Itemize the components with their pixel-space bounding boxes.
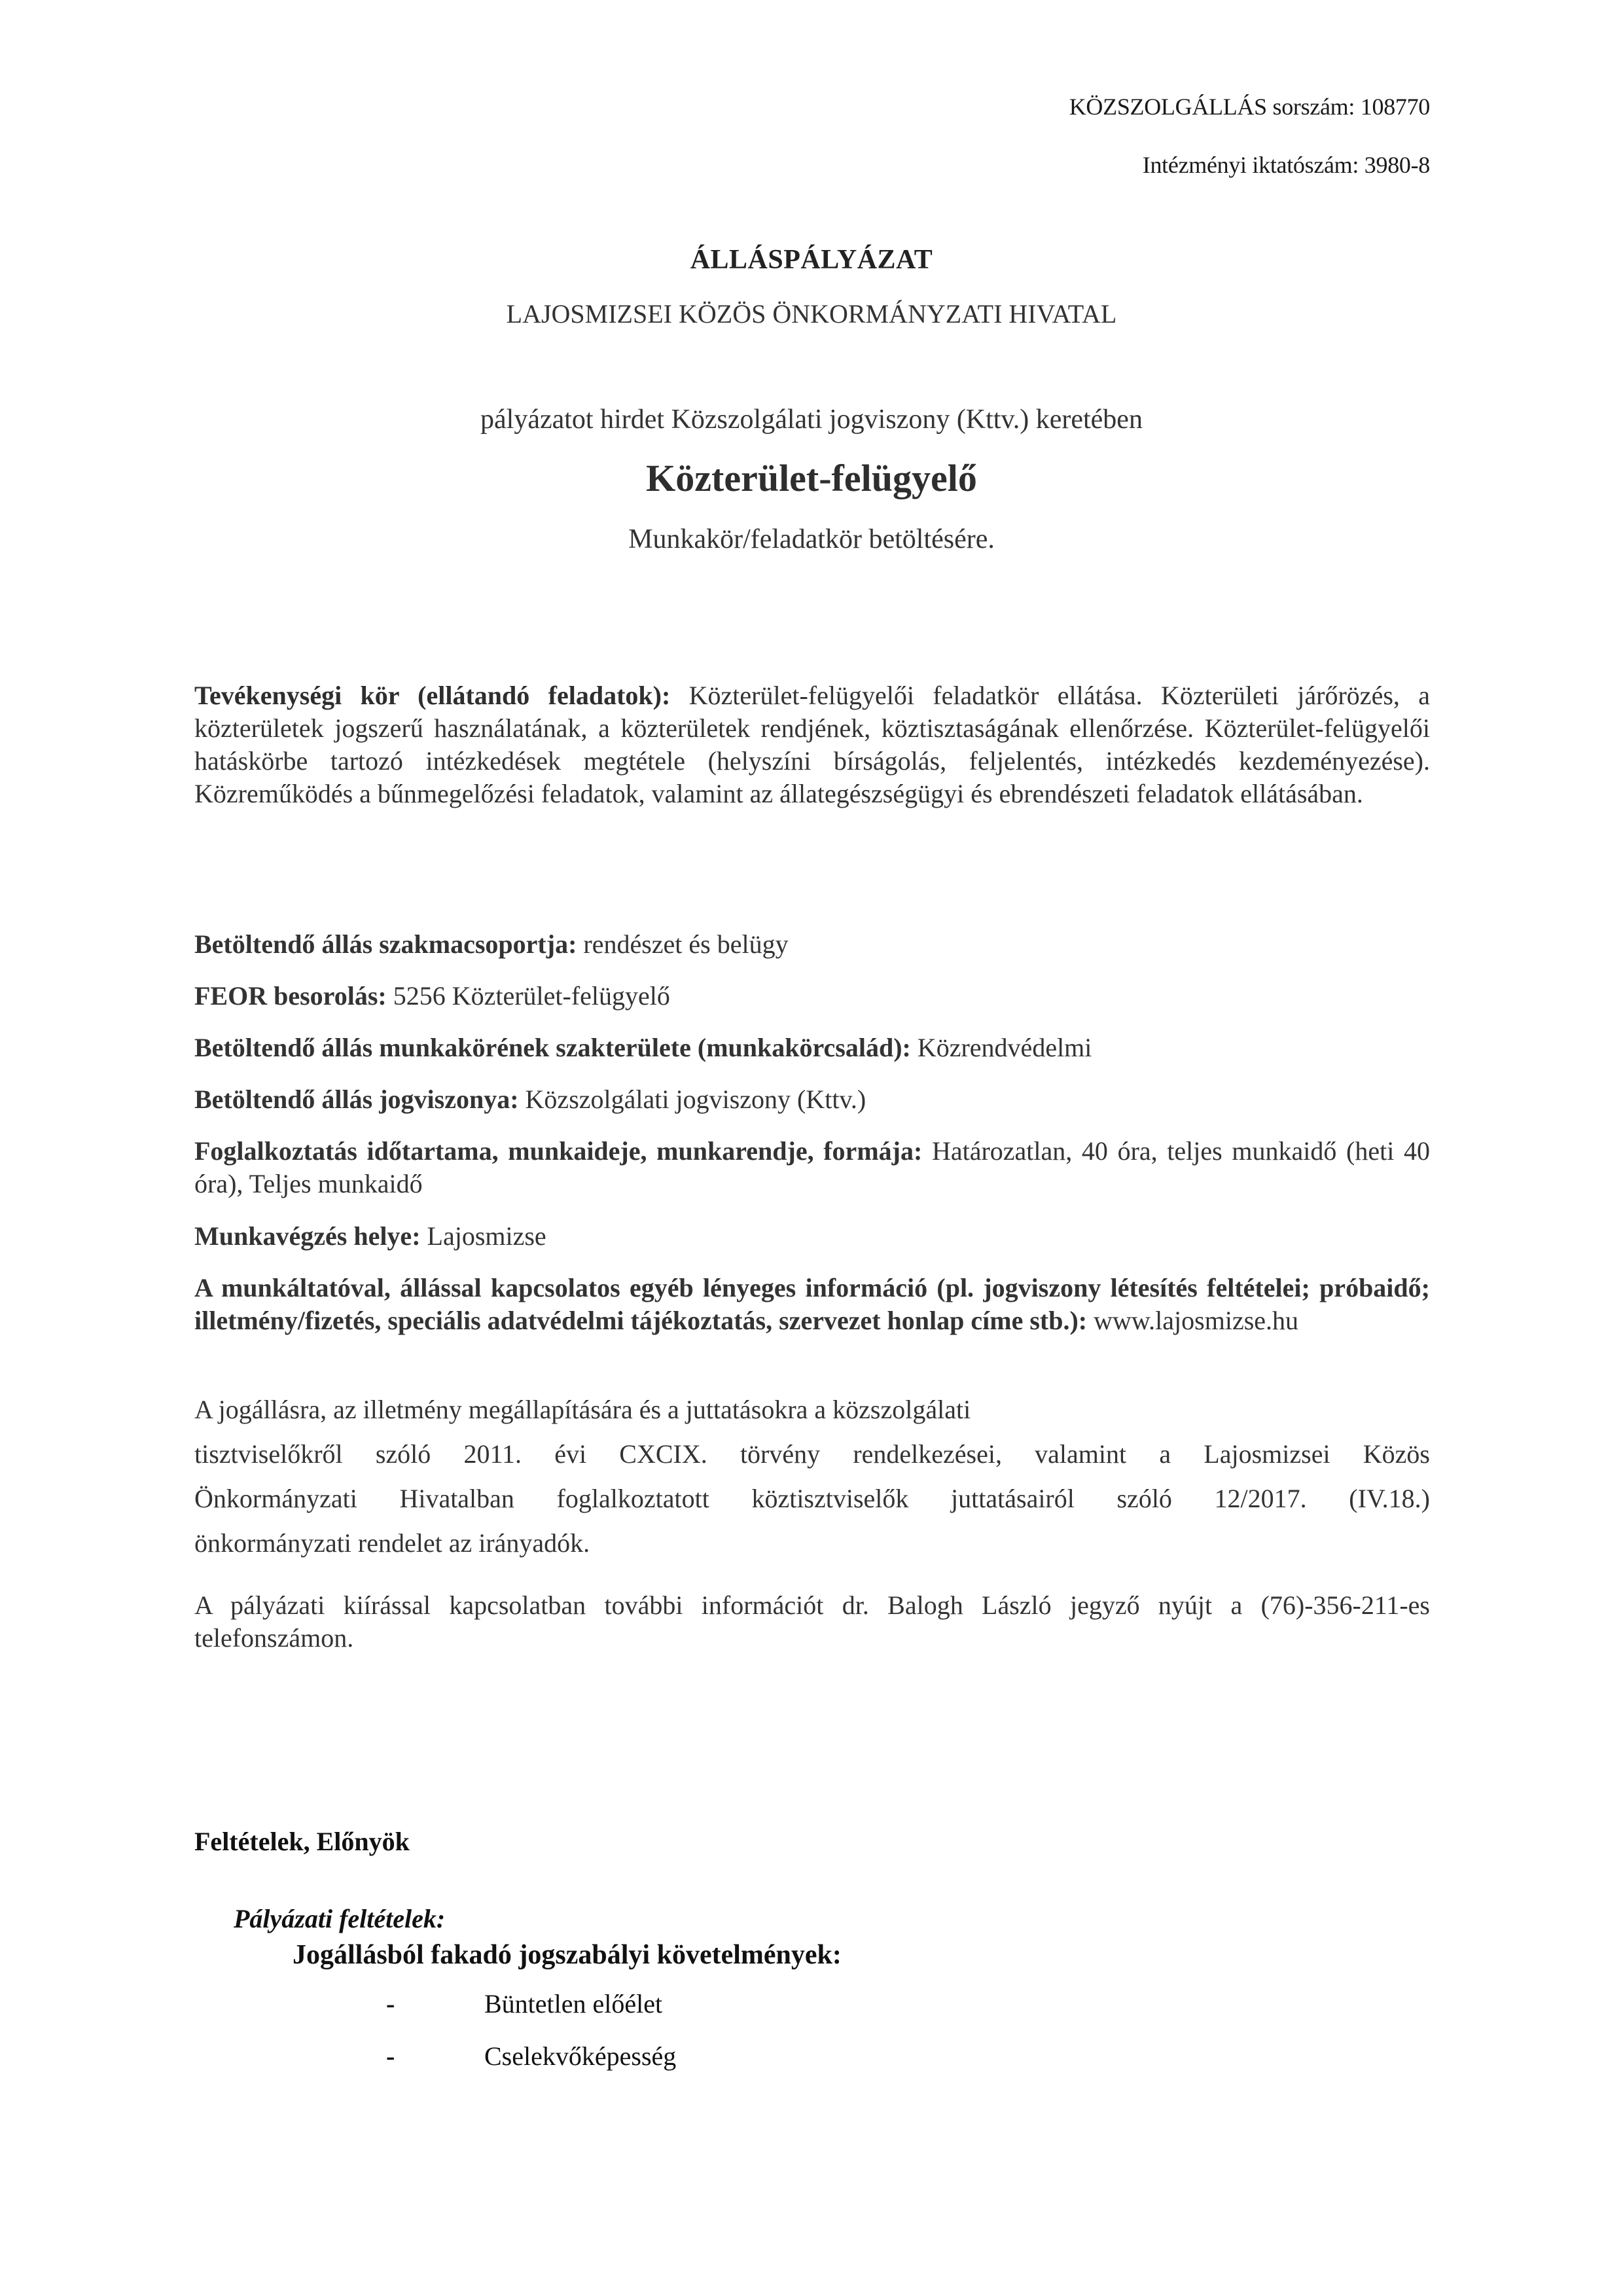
field-label: Betöltendő állás munkakörének szakterülete (munkakörcsalád):	[194, 1033, 911, 1062]
serial-number-line	[1069, 93, 1430, 120]
serial-number-value: 108770	[1360, 94, 1430, 120]
duties-text: Közterület-felügyelői feladatkör ellátása. Közterületi járőrözés, a közterületek jogszerű használatának, a közterületek rendjének, köztisztaságának ellenőrzése. Közterület-felügyelői hatáskörbe tartozó intézkedések megtétele (helyszíni bírságolás, feljelentés, intézkedés kezdeményezése). Közreműködés a bűnmegelőzési feladatok, valamint az állategészségügyi és ebrendészeti feladatok ellátásában.	[194, 681, 1430, 808]
field-value: Határozatlan, 40 óra, teljes munkaidő (heti 40 óra), Teljes munkaidő	[194, 1136, 1430, 1198]
legal-requirements-heading: Jogállásból fakadó jogszabályi követelmények:	[293, 1940, 842, 1970]
legal-line: önkormányzati rendelet az irányadók.	[194, 1528, 590, 1558]
application-conditions-subtitle: Pályázati feltételek:	[234, 1904, 446, 1933]
field-label: A munkáltatóval, állással kapcsolatos egyéb lényeges információ (pl. jogviszony létesítés feltételei; próbaidő; illetmény/fizetés, speciális adatvédelmi tájékoztatás, szervezet honlap címe stb.):	[194, 1273, 1430, 1335]
website-link[interactable]: www.lajosmizse.hu	[1087, 1306, 1299, 1335]
announcement-line: pályázatot hirdet Közszolgálati jogviszony (Kttv.) keretében	[480, 404, 1143, 435]
field-label: Betöltendő állás jogviszonya:	[194, 1085, 519, 1114]
serial-number-label: KÖZSZOLGÁLLÁS sorszám:	[1069, 94, 1355, 120]
field-profession-group	[194, 928, 1430, 961]
field-value: Lajosmizse	[420, 1221, 546, 1251]
dash-bullet-icon: -	[386, 2041, 395, 2071]
field-employment-relationship	[194, 1083, 1430, 1116]
organization-name: LAJOSMIZSEI KÖZÖS ÖNKORMÁNYZATI HIVATAL	[506, 299, 1117, 329]
legal-paragraph	[194, 1388, 1430, 1566]
duties-label: Tevékenységi kör (ellátandó feladatok):	[194, 681, 671, 710]
requirement-text: Cselekvőképesség	[484, 2041, 677, 2071]
position-subtitle: Munkakör/feladatkör betöltésére.	[628, 524, 995, 554]
filing-number-line	[1143, 151, 1430, 179]
legal-line: A jogállásra, az illetmény megállapítására és a juttatásokra a közszolgálati	[194, 1395, 971, 1424]
filing-number-value: 3980-8	[1364, 152, 1430, 178]
field-value: Közrendvédelmi	[910, 1033, 1092, 1062]
field-feor-classification	[194, 980, 1430, 1013]
field-job-family	[194, 1031, 1430, 1064]
filing-number-label: Intézményi iktatószám:	[1142, 152, 1359, 178]
field-label: Munkavégzés helye:	[194, 1221, 421, 1251]
duties-paragraph	[194, 679, 1430, 810]
field-value: rendészet és belügy	[577, 929, 789, 959]
conditions-section-title: Feltételek, Előnyök	[194, 1827, 410, 1856]
legal-line: tisztviselőkről szóló 2011. évi CXCIX. törvény rendelkezései, valamint a Lajosmizsei Közös	[194, 1439, 1430, 1469]
field-employment-terms	[194, 1135, 1430, 1200]
field-label: FEOR besorolás:	[194, 981, 387, 1011]
field-label: Betöltendő állás szakmacsoportja:	[194, 929, 577, 959]
field-other-information	[194, 1272, 1430, 1337]
field-label: Foglalkoztatás időtartama, munkaideje, munkarendje, formája:	[194, 1136, 923, 1166]
legal-line: Önkormányzati Hivatalban foglalkoztatott köztisztviselők juttatásairól szóló 12/2017. (IV.18.)	[194, 1484, 1430, 1513]
requirement-text: Büntetlen előélet	[484, 1989, 663, 2018]
requirement-list-item	[386, 1988, 662, 2019]
contact-paragraph: A pályázati kiírással kapcsolatban további információt dr. Balogh László jegyző nyújt a (76)-356-211-es telefonszámon.	[194, 1590, 1430, 1653]
field-work-location	[194, 1220, 1430, 1253]
document-type-heading: ÁLLÁSPÁLYÁZAT	[690, 245, 933, 275]
field-value: 5256 Közterület-felügyelő	[386, 981, 670, 1011]
field-value: Közszolgálati jogviszony (Kttv.)	[518, 1085, 866, 1114]
dash-bullet-icon: -	[386, 1989, 395, 2018]
position-title: Közterület-felügyelő	[646, 457, 977, 499]
requirement-list-item	[386, 2041, 676, 2072]
